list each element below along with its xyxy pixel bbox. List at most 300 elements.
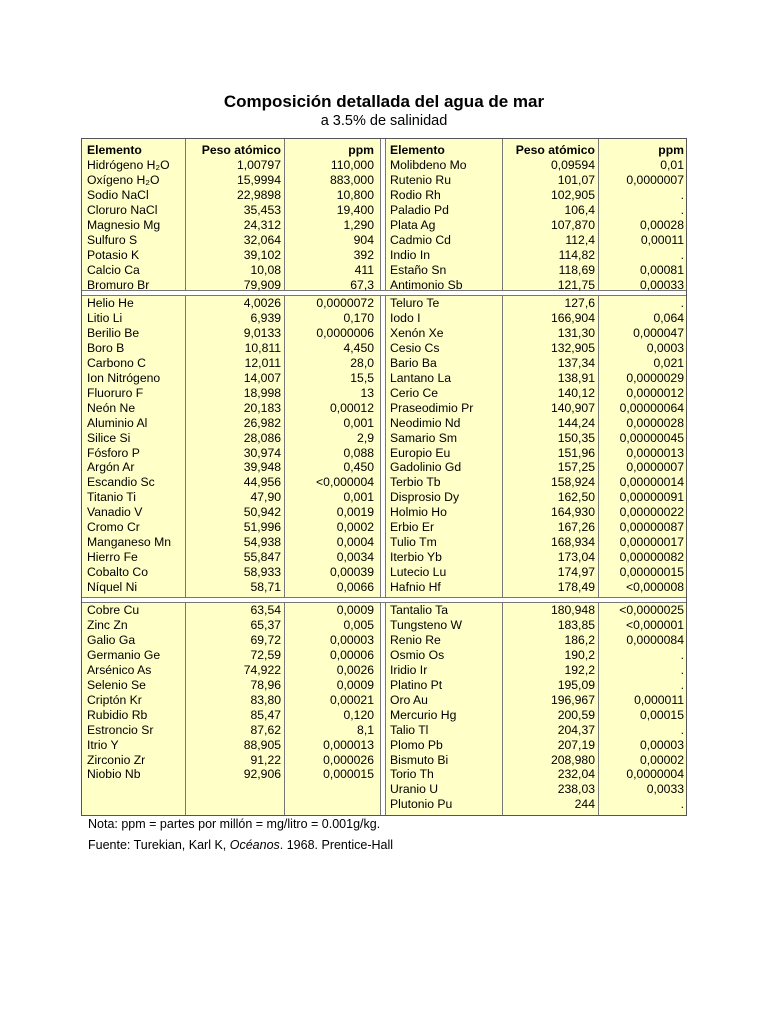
ppm-value: 0,00000091	[619, 490, 684, 505]
element-name: Europio Eu	[390, 445, 451, 460]
element-name: Indio In	[390, 247, 430, 262]
element-name: Cesio Cs	[390, 340, 440, 355]
atomic-weight: 74,922	[243, 662, 281, 677]
atomic-weight: 190,2	[564, 647, 595, 662]
ppm-value: 0,000013	[323, 737, 374, 752]
element-name: Lantano La	[390, 370, 451, 385]
ppm-value: 0,00000022	[619, 505, 684, 520]
ppm-value: .	[680, 202, 684, 217]
element-name: Selenio Se	[87, 677, 146, 692]
element-name: Cloruro NaCl	[87, 202, 158, 217]
ppm-value: 0,0000072	[316, 296, 374, 310]
ppm-value: 0,0033	[646, 782, 684, 797]
atomic-weight: 69,72	[250, 632, 281, 647]
table-row	[82, 633, 688, 648]
atomic-weight: 1,00797	[236, 158, 281, 172]
element-name: Plata Ag	[390, 217, 436, 232]
atomic-weight: 195,09	[557, 677, 595, 692]
element-name: Estroncio Sr	[87, 722, 154, 737]
element-name: Arsénico As	[87, 662, 152, 677]
atomic-weight: 140,907	[550, 400, 595, 415]
table-row	[82, 753, 688, 768]
element-name: Iterbio Yb	[390, 550, 442, 565]
ppm-value: .	[680, 247, 684, 262]
atomic-weight: 106,4	[564, 202, 595, 217]
table-row	[82, 475, 688, 490]
page-subtitle: a 3.5% de salinidad	[320, 113, 448, 129]
element-name: Bario Ba	[390, 355, 437, 370]
atomic-weight: 12,011	[244, 355, 281, 370]
table-row	[82, 248, 688, 263]
atomic-weight: 138,91	[557, 370, 595, 385]
element-name: Oxígeno H₂O	[87, 172, 160, 187]
atomic-weight: 102,905	[550, 187, 595, 202]
element-name: Carbono C	[87, 355, 146, 370]
element-name: Vanadio V	[87, 505, 143, 520]
header-element-left: Elemento	[87, 143, 142, 157]
element-name: Boro B	[87, 340, 125, 355]
element-name: Praseodimio Pr	[390, 400, 474, 415]
element-name: Litio Li	[87, 310, 123, 325]
ppm-value: 0,00081	[639, 262, 684, 277]
atomic-weight: 178,49	[557, 580, 595, 595]
atomic-weight: 167,26	[557, 520, 595, 535]
source-text	[88, 838, 393, 852]
ppm-value: 0,000015	[323, 767, 374, 782]
ppm-value: .	[680, 797, 684, 812]
element-name: Erbio Er	[390, 520, 435, 535]
ppm-value: 0,00021	[329, 692, 374, 707]
element-name: Hafnio Hf	[390, 580, 441, 595]
ppm-value: 0,001	[343, 415, 374, 430]
atomic-weight: 173,04	[557, 550, 595, 565]
ppm-value: .	[680, 722, 684, 737]
ppm-value: 2,9	[357, 430, 374, 445]
ppm-value: 0,001	[343, 490, 374, 505]
element-name: Mercurio Hg	[390, 707, 457, 722]
atomic-weight: 200,59	[557, 707, 595, 722]
table-row	[82, 386, 688, 401]
atomic-weight: 50,942	[243, 505, 281, 520]
element-name: Gadolinio Gd	[390, 460, 462, 475]
atomic-weight: 58,933	[243, 565, 281, 580]
element-name: Sodio NaCl	[87, 187, 149, 202]
table-row	[82, 797, 688, 812]
ppm-value: 0,0000004	[626, 767, 684, 782]
table-row	[82, 738, 688, 753]
ppm-value: 0,120	[343, 707, 374, 722]
element-name: Neodimio Nd	[390, 415, 461, 430]
atomic-weight: 168,934	[550, 535, 595, 550]
ppm-value: 392	[353, 247, 374, 262]
source-prefix: Fuente: Turekian, Karl K,	[88, 838, 230, 852]
table-row	[82, 188, 688, 203]
element-name: Germanio Ge	[87, 647, 161, 662]
element-name: Disprosio Dy	[390, 490, 460, 505]
ppm-value: 411	[354, 262, 374, 277]
element-name: Iodo I	[390, 310, 421, 325]
atomic-weight: 14,007	[243, 370, 281, 385]
atomic-weight: 118,69	[558, 262, 595, 277]
atomic-weight: 208,980	[550, 752, 595, 767]
table-row	[82, 173, 688, 188]
element-name: Estaño Sn	[390, 262, 447, 277]
atomic-weight: 207,19	[557, 737, 595, 752]
header-element-right: Elemento	[390, 143, 445, 157]
element-name: Oro Au	[390, 692, 428, 707]
atomic-weight: 4,0026	[243, 296, 281, 310]
atomic-weight: 24,312	[243, 217, 281, 232]
element-name: Manganeso Mn	[87, 535, 172, 550]
table-row	[82, 505, 688, 520]
ppm-value: 0,00000015	[619, 565, 684, 580]
ppm-value: 0,0034	[336, 550, 374, 565]
element-name: Silice Si	[87, 430, 131, 445]
ppm-value: .	[680, 296, 684, 310]
atomic-weight: 232,04	[557, 767, 595, 782]
ppm-value: 0,00012	[329, 400, 374, 415]
ppm-value: 1,290	[343, 217, 374, 232]
table-row	[82, 278, 688, 293]
atomic-weight: 72,59	[250, 647, 281, 662]
ppm-value: 19,400	[336, 202, 374, 217]
element-name: Titanio Ti	[87, 490, 136, 505]
element-name: Molibdeno Mo	[390, 158, 467, 172]
atomic-weight: 20,183	[243, 400, 281, 415]
atomic-weight: 204,37	[557, 722, 595, 737]
table-row	[82, 648, 688, 663]
element-name: Potasio K	[87, 247, 140, 262]
element-name: Rubidio Rb	[87, 707, 148, 722]
table-row	[82, 618, 688, 633]
table-row	[82, 565, 688, 580]
atomic-weight: 151,96	[557, 445, 595, 460]
element-name: Samario Sm	[390, 430, 458, 445]
atomic-weight: 39,948	[243, 460, 281, 475]
ppm-value: 0,0009	[336, 603, 374, 617]
element-name: Zirconio Zr	[87, 752, 146, 767]
atomic-weight: 32,064	[243, 232, 281, 247]
atomic-weight: 158,924	[550, 475, 595, 490]
ppm-value: 0,00000017	[619, 535, 684, 550]
element-name: Torio Th	[390, 767, 434, 782]
table-row	[82, 233, 688, 248]
composition-table	[81, 138, 687, 816]
ppm-value: 110,000	[330, 158, 374, 172]
atomic-weight: 28,086	[243, 430, 281, 445]
atomic-weight: 78,96	[250, 677, 281, 692]
table-row	[82, 296, 688, 311]
table-row	[82, 356, 688, 371]
element-name: Ion Nitrógeno	[87, 370, 161, 385]
element-name: Lutecio Lu	[390, 565, 447, 580]
atomic-weight: 121,75	[557, 277, 595, 292]
ppm-value: <0,0000025	[619, 603, 684, 617]
ppm-value: <0,000004	[316, 475, 374, 490]
ppm-value: 0,005	[343, 617, 374, 632]
ppm-value: 0,000026	[323, 752, 374, 767]
ppm-value: 10,800	[336, 187, 374, 202]
element-name: Xenón Xe	[390, 325, 444, 340]
table-row	[82, 371, 688, 386]
ppm-value: 0,00003	[639, 737, 684, 752]
element-name: Paladio Pd	[390, 202, 449, 217]
atomic-weight: 58,71	[250, 580, 281, 595]
table-row	[82, 341, 688, 356]
table-row	[82, 782, 688, 797]
ppm-value: <0,000001	[626, 617, 684, 632]
element-name: Calcio Ca	[87, 262, 140, 277]
ppm-value: .	[680, 677, 684, 692]
table-row	[82, 767, 688, 782]
ppm-value: 0,0000013	[626, 445, 684, 460]
element-name: Níquel Ni	[87, 580, 138, 595]
table-row	[82, 580, 688, 595]
table-row	[82, 693, 688, 708]
atomic-weight: 65,37	[250, 617, 281, 632]
table-row	[82, 218, 688, 233]
atomic-weight: 166,904	[550, 310, 595, 325]
table-row	[82, 203, 688, 218]
element-name: Niobio Nb	[87, 767, 141, 782]
ppm-value: 0,00000014	[619, 475, 684, 490]
atomic-weight: 137,34	[557, 355, 595, 370]
element-name: Criptón Kr	[87, 692, 142, 707]
table-row	[82, 708, 688, 723]
element-name: Tantalio Ta	[390, 603, 449, 617]
atomic-weight: 47,90	[250, 490, 281, 505]
ppm-value: 0,000047	[633, 325, 684, 340]
ppm-value: 0,0000006	[316, 325, 374, 340]
ppm-value: 15,5	[350, 370, 374, 385]
ppm-value: 0,450	[343, 460, 374, 475]
element-name: Plomo Pb	[390, 737, 443, 752]
element-name: Renio Re	[390, 632, 441, 647]
atomic-weight: 192,2	[564, 662, 595, 677]
atomic-weight: 162,50	[557, 490, 595, 505]
table-row	[82, 490, 688, 505]
atomic-weight: 55,847	[243, 550, 281, 565]
ppm-value: 0,00000082	[619, 550, 684, 565]
ppm-value: 0,0026	[336, 662, 374, 677]
ppm-value: 0,00000064	[619, 400, 684, 415]
table-row	[82, 535, 688, 550]
table-row	[82, 550, 688, 565]
atomic-weight: 174,97	[557, 565, 595, 580]
ppm-value: .	[680, 187, 684, 202]
ppm-value: 0,01	[660, 158, 684, 172]
ppm-value: 0,00003	[329, 632, 374, 647]
atomic-weight: 85,47	[250, 707, 281, 722]
atomic-weight: 44,956	[243, 475, 281, 490]
ppm-value: 0,0000028	[626, 415, 684, 430]
ppm-value: 0,0000084	[626, 632, 684, 647]
element-name: Rutenio Ru	[390, 172, 451, 187]
element-name: Cobre Cu	[87, 603, 140, 617]
table-row	[82, 460, 688, 475]
element-name: Helio He	[87, 296, 134, 310]
source-suffix: . 1968. Prentice-Hall	[279, 838, 394, 852]
ppm-value: 0,0019	[336, 505, 374, 520]
atomic-weight: 114,82	[558, 247, 595, 262]
element-name: Rodio Rh	[390, 187, 441, 202]
atomic-weight: 9,0133	[243, 325, 281, 340]
ppm-value: 0,0066	[336, 580, 374, 595]
atomic-weight: 6,939	[250, 310, 281, 325]
table-row	[82, 158, 688, 173]
atomic-weight: 63,54	[250, 603, 281, 617]
table-row	[82, 663, 688, 678]
atomic-weight: 87,62	[250, 722, 281, 737]
table-row	[82, 603, 688, 618]
ppm-value: 0,0000007	[626, 172, 684, 187]
element-name: Osmio Os	[390, 647, 445, 662]
atomic-weight: 144,24	[557, 415, 595, 430]
table-row	[82, 446, 688, 461]
header-row	[82, 143, 688, 158]
atomic-weight: 15,9994	[236, 172, 281, 187]
atomic-weight: 10,811	[244, 340, 281, 355]
ppm-value: 0,00015	[639, 707, 684, 722]
ppm-value: 0,00000087	[619, 520, 684, 535]
element-name: Galio Ga	[87, 632, 136, 647]
element-name: Platino Pt	[390, 677, 443, 692]
ppm-value: 28,0	[350, 355, 374, 370]
element-name: Cromo Cr	[87, 520, 140, 535]
element-name: Fluoruro F	[87, 385, 144, 400]
table-row	[82, 723, 688, 738]
atomic-weight: 83,80	[250, 692, 281, 707]
table-row	[82, 401, 688, 416]
ppm-value: 0,088	[343, 445, 374, 460]
atomic-weight: 196,967	[550, 692, 595, 707]
atomic-weight: 132,905	[550, 340, 595, 355]
ppm-value: 904	[353, 232, 374, 247]
element-name: Tungsteno W	[390, 617, 463, 632]
ppm-value: 0,00006	[329, 647, 374, 662]
ppm-value: 0,00039	[329, 565, 374, 580]
ppm-value: 0,00002	[639, 752, 684, 767]
element-name: Teluro Te	[390, 296, 440, 310]
ppm-value: 0,0003	[646, 340, 684, 355]
table-row	[82, 326, 688, 341]
atomic-weight: 18,998	[243, 385, 281, 400]
element-name: Antimonio Sb	[390, 277, 463, 292]
ppm-value: 13	[360, 385, 374, 400]
element-name: Tulio Tm	[390, 535, 437, 550]
atomic-weight: 54,938	[243, 535, 281, 550]
ppm-value: <0,000008	[626, 580, 684, 595]
atomic-weight: 107,870	[550, 217, 595, 232]
atomic-weight: 140,12	[557, 385, 595, 400]
element-name: Sulfuro S	[87, 232, 138, 247]
element-name: Cerio Ce	[390, 385, 439, 400]
element-name: Holmio Ho	[390, 505, 447, 520]
atomic-weight: 186,2	[564, 632, 595, 647]
atomic-weight: 22,9898	[236, 187, 281, 202]
atomic-weight: 112,4	[565, 232, 595, 247]
atomic-weight: 180,948	[550, 603, 595, 617]
atomic-weight: 131,30	[557, 325, 595, 340]
atomic-weight: 39,102	[243, 247, 281, 262]
element-name: Hidrógeno H₂O	[87, 158, 170, 172]
atomic-weight: 150,35	[557, 430, 595, 445]
ppm-value: 0,0000007	[626, 460, 684, 475]
ppm-value: 4,450	[343, 340, 374, 355]
element-name: Argón Ar	[87, 460, 135, 475]
element-name: Iridio Ir	[390, 662, 428, 677]
element-name: Talio Tl	[390, 722, 429, 737]
element-name: Neón Ne	[87, 400, 136, 415]
element-name: Zinc Zn	[87, 617, 128, 632]
table-row	[82, 520, 688, 535]
element-name: Berilio Be	[87, 325, 140, 340]
atomic-weight: 10,08	[250, 262, 281, 277]
atomic-weight: 183,85	[557, 617, 595, 632]
ppm-value: 0,0000029	[626, 370, 684, 385]
atomic-weight: 79,909	[243, 277, 281, 292]
table-row	[82, 263, 688, 278]
element-name: Aluminio Al	[87, 415, 148, 430]
atomic-weight: 164,930	[550, 505, 595, 520]
element-name: Bromuro Br	[87, 277, 150, 292]
ppm-value: 8,1	[357, 722, 374, 737]
atomic-weight: 35,453	[243, 202, 281, 217]
ppm-value: 0,00033	[639, 277, 684, 292]
header-ppm-right: ppm	[658, 143, 684, 157]
table-row	[82, 678, 688, 693]
ppm-value: 0,00011	[640, 232, 684, 247]
atomic-weight: 92,906	[243, 767, 281, 782]
element-name: Hierro Fe	[87, 550, 138, 565]
atomic-weight: 157,25	[557, 460, 595, 475]
ppm-value: 0,000011	[634, 692, 684, 707]
element-name: Cadmio Cd	[390, 232, 451, 247]
ppm-value: 0,0004	[336, 535, 374, 550]
element-name: Terbio Tb	[390, 475, 441, 490]
element-name: Bismuto Bi	[390, 752, 449, 767]
ppm-value: 0,00000045	[619, 430, 684, 445]
atomic-weight: 0,09594	[550, 158, 595, 172]
element-name: Itrio Y	[87, 737, 119, 752]
ppm-value: 883,000	[329, 172, 374, 187]
table-row	[82, 431, 688, 446]
ppm-value: 0,0002	[336, 520, 374, 535]
atomic-weight: 238,03	[557, 782, 595, 797]
atomic-weight: 26,982	[243, 415, 281, 430]
atomic-weight: 101,07	[557, 172, 595, 187]
ppm-value: 67,3	[350, 277, 374, 292]
atomic-weight: 30,974	[243, 445, 281, 460]
atomic-weight: 88,905	[243, 737, 281, 752]
ppm-value: 0,064	[653, 310, 684, 325]
element-name: Fósforo P	[87, 445, 140, 460]
element-name: Cobalto Co	[87, 565, 148, 580]
atomic-weight: 51,996	[243, 520, 281, 535]
atomic-weight: 91,22	[250, 752, 281, 767]
atomic-weight: 244	[574, 797, 595, 812]
ppm-value: 0,0009	[336, 677, 374, 692]
header-weight-left: Peso atómico	[201, 143, 281, 157]
page-title: Composición detallada del agua de mar	[223, 92, 545, 111]
element-name: Plutonio Pu	[390, 797, 453, 812]
header-ppm-left: ppm	[348, 143, 374, 157]
source-title: Océanos	[229, 838, 280, 852]
atomic-weight: 127,6	[564, 296, 595, 310]
ppm-value: 0,0000012	[626, 385, 684, 400]
element-name: Uranio U	[390, 782, 439, 797]
ppm-value: .	[680, 662, 684, 677]
